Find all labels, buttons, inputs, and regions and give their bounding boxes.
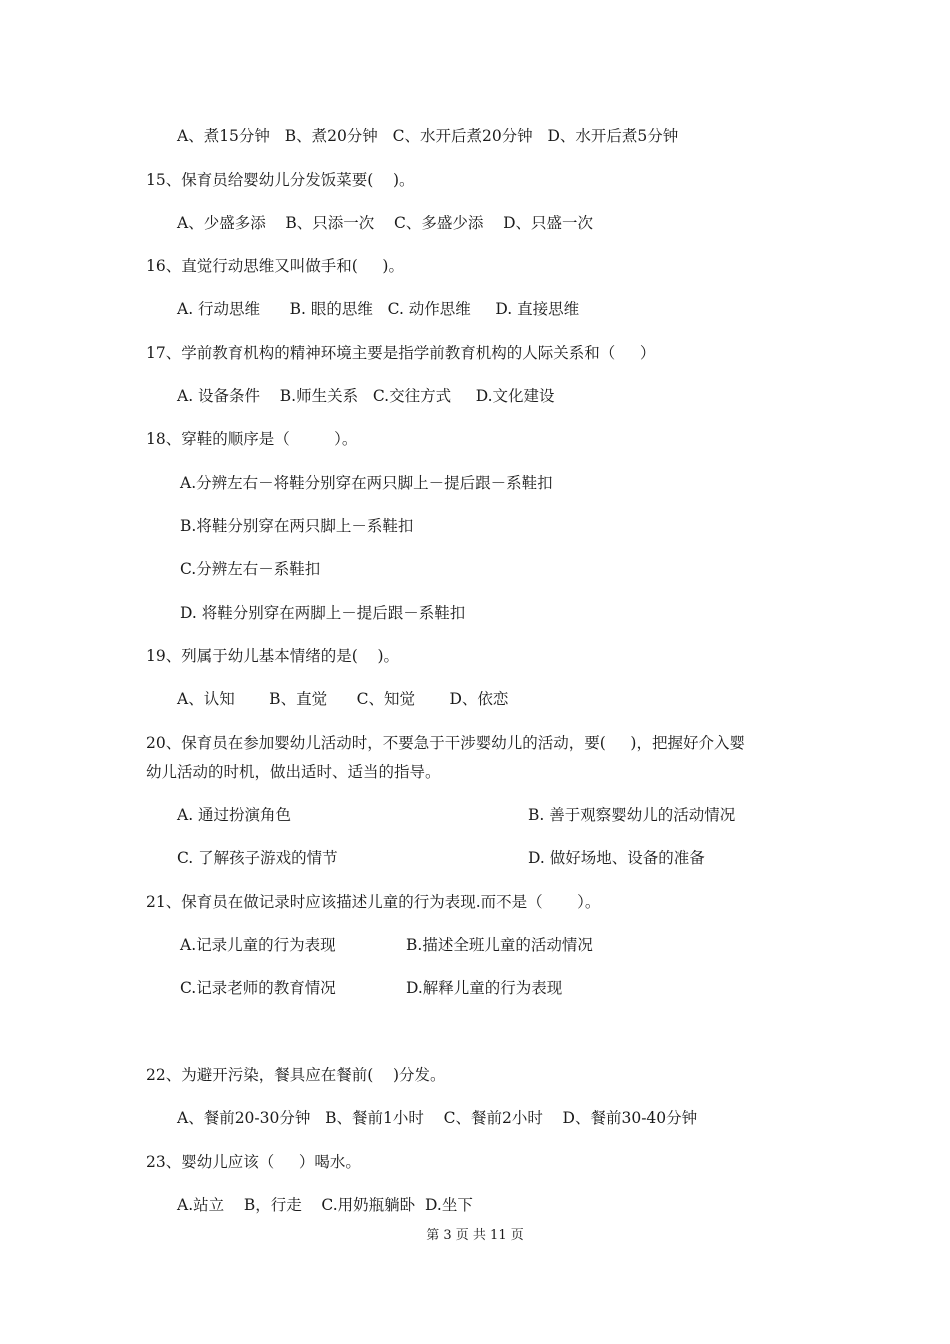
q20-stem-line1: 20、保育员在参加婴幼儿活动时，不要急于干涉婴幼儿的活动，要( )，把握好介入婴: [146, 734, 745, 752]
q21-stem: 21、保育员在做记录时应该描述儿童的行为表现.而不是（ ）。: [146, 893, 601, 911]
q14-options: A、煮15分钟 B、煮20分钟 C、水开后煮20分钟 D、水开后煮5分钟: [177, 127, 679, 145]
q21-option-d: D.解释儿童的行为表现: [406, 979, 563, 997]
q18-option-a: A.分辨左右－将鞋分别穿在两只脚上－提后跟－系鞋扣: [180, 474, 553, 492]
q20-stem-line2: 幼儿活动的时机，做出适时、适当的指导。: [146, 763, 441, 781]
q17-options: A. 设备条件 B.师生关系 C.交往方式 D.文化建设: [177, 387, 555, 405]
q23-stem: 23、婴幼儿应该（ ）喝水。: [146, 1153, 361, 1171]
q18-option-d: D. 将鞋分别穿在两脚上－提后跟－系鞋扣: [180, 604, 466, 622]
q18-option-c: C.分辨左右－系鞋扣: [180, 560, 321, 578]
q18-option-b: B.将鞋分别穿在两只脚上－系鞋扣: [180, 517, 414, 535]
q16-stem: 16、直觉行动思维又叫做手和( )。: [146, 257, 404, 275]
q16-options: A. 行动思维 B. 眼的思维 C. 动作思维 D. 直接思维: [177, 300, 580, 318]
q21-option-b: B.描述全班儿童的活动情况: [406, 936, 593, 954]
page-number-footer: 第 3 页 共 11 页: [426, 1228, 524, 1243]
q22-stem: 22、为避开污染，餐具应在餐前( )分发。: [146, 1066, 446, 1084]
q20-option-a: A. 通过扮演角色: [177, 806, 292, 824]
q23-options: A.站立 B，行走 C.用奶瓶躺卧 D.坐下: [177, 1196, 473, 1214]
q15-stem: 15、保育员给婴幼儿分发饭菜要( )。: [146, 171, 415, 189]
q20-option-b: B. 善于观察婴幼儿的活动情况: [528, 806, 736, 824]
q19-stem: 19、列属于幼儿基本情绪的是( )。: [146, 647, 400, 665]
q19-options: A、认知 B、直觉 C、知觉 D、依恋: [177, 690, 509, 708]
q22-options: A、餐前20-30分钟 B、餐前1小时 C、餐前2小时 D、餐前30-40分钟: [177, 1109, 698, 1127]
q15-options: A、少盛多添 B、只添一次 C、多盛少添 D、只盛一次: [177, 214, 593, 232]
q18-stem: 18、穿鞋的顺序是（ ）。: [146, 430, 358, 448]
q17-stem: 17、学前教育机构的精神环境主要是指学前教育机构的人际关系和（ ）: [146, 344, 656, 362]
q20-option-d: D. 做好场地、设备的准备: [528, 849, 705, 867]
q21-option-c: C.记录老师的教育情况: [180, 979, 336, 997]
q20-option-c: C. 了解孩子游戏的情节: [177, 849, 338, 867]
q21-option-a: A.记录儿童的行为表现: [180, 936, 336, 954]
